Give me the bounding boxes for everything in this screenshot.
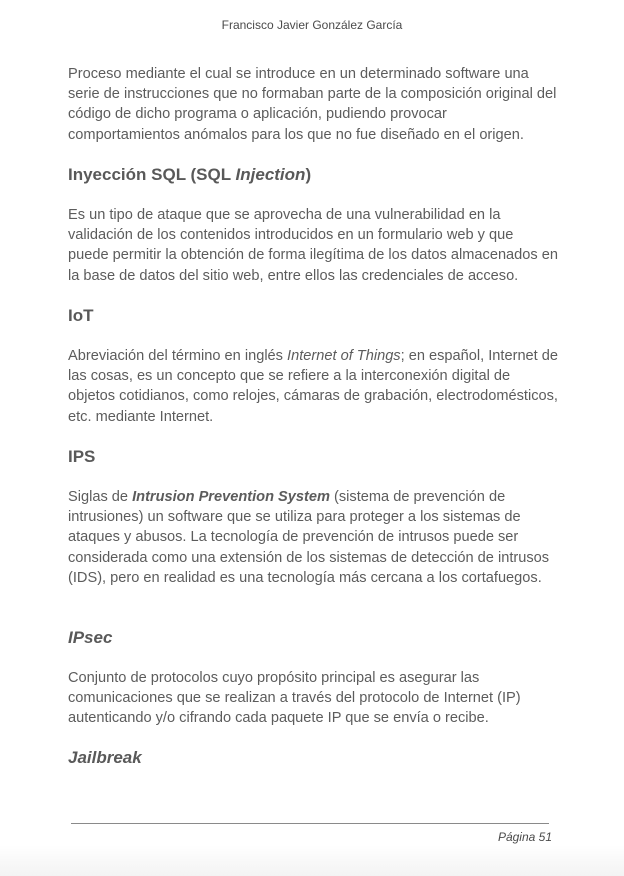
paragraph-suffix: ; en español, Internet de las cosas, es un concepto que se refiere a la interconexión digital de objetos cotidianos, como relojes, cámaras de grabación, electrodomésticos, etc. mediante Internet. (68, 348, 559, 425)
paragraph-italic-term: Internet of Things (287, 348, 401, 364)
term-heading-ipsec: IPsec (68, 628, 113, 647)
definition-paragraph-iot (68, 346, 558, 427)
term-heading-prefix: Inyección SQL (SQL (68, 165, 236, 184)
page-number: Página 51 (497, 830, 552, 844)
paragraph-suffix: (sistema de prevención de intrusiones) un software que se utiliza para proteger a los sistemas de ataques y abusos. La tecnología de prevención de intrusos puede ser considerada como una extensión de los sistemas de detección de intrusos (IDS), pero en realidad es una tecnología más cercana a los cortafuegos. (68, 489, 550, 586)
paragraph-prefix: Siglas de (68, 489, 133, 505)
term-heading-sql-injection (68, 164, 311, 186)
running-header-author: Francisco Javier González García (221, 18, 403, 32)
definition-paragraph-ips (68, 487, 558, 588)
term-heading-ips: IPS (68, 447, 96, 466)
term-heading-iot: IoT (68, 306, 94, 325)
definition-paragraph-ipsec: Conjunto de protocolos cuyo propósito principal es asegurar las comunicaciones que se realizan a través del protocolo de Internet (IP) autenticando y/o cifrando cada paquete IP que se envía o recibe. (68, 670, 521, 727)
definition-paragraph-sql-injection: Es un tipo de ataque que se aprovecha de una vulnerabilidad en la validación de los contenidos introducidos en un formulario web y que puede permitir la obtención de forma ilegítima de los datos almacenados en la base de datos del sitio web, entre ellos las credenciales de acceso. (68, 207, 558, 284)
footer-divider (71, 823, 549, 824)
term-heading-suffix: ) (305, 165, 312, 184)
definition-paragraph-code-injection: Proceso mediante el cual se introduce en un determinado software una serie de instrucciones que no formaban parte de la composición original del código de dicho programa o aplicación, pudiendo provocar comportamientos anómalos para los que no fue diseñado en el origen. (68, 66, 557, 143)
paragraph-bold-italic-term: Intrusion Prevention System (132, 489, 330, 505)
paragraph-prefix: Abreviación del término en inglés (68, 348, 288, 364)
term-heading-italic: Injection (235, 165, 306, 184)
term-heading-jailbreak: Jailbreak (68, 748, 142, 767)
